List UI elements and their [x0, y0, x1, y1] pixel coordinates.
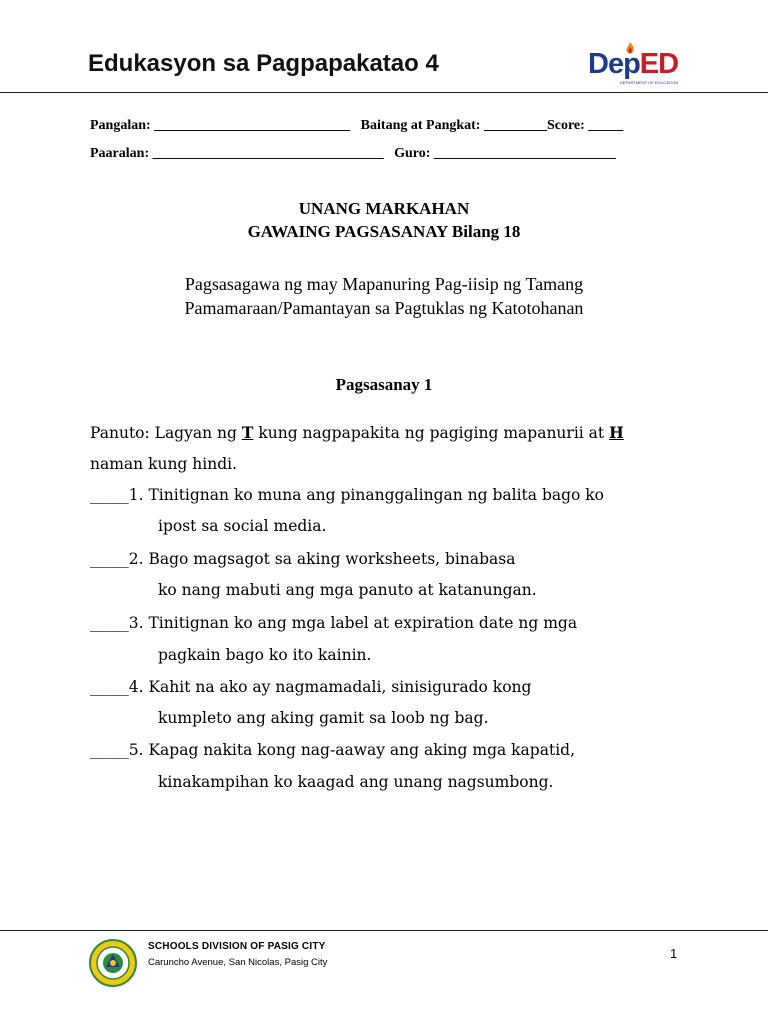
exercise-item-5: _____5. Kapag nakita kong nag-aaway ang aking mga kapatid, [90, 741, 575, 759]
exercise-item-1-cont: ipost sa social media. [158, 517, 327, 535]
lesson-subtitle-line-1: Pagsasagawa ng may Mapanuring Pag-iisip ng Tamang [184, 274, 584, 294]
instructions-line-2: naman kung hindi. [90, 455, 238, 473]
deped-logo [588, 42, 692, 92]
exercise-item-4-cont: kumpleto ang aking gamit sa loob ng bag. [158, 709, 489, 727]
lesson-subtitle-line-2: Pamamaraan/Pamantayan sa Pagtuklas ng Katotohanan [184, 298, 584, 318]
header-divider [0, 92, 768, 93]
exercise-item-3: _____3. Tinitignan ko ang mga label at expiration date ng mga [90, 614, 578, 632]
deped-wordmark: DepED [588, 48, 679, 80]
form-row-name-grade-score: Pangalan: ____________________________ Baitang at Pangkat: _________Score: _____ [90, 118, 624, 133]
quarter-heading: UNANG MARKAHAN [298, 199, 470, 218]
exercise-item-2: _____2. Bago magsagot sa aking worksheets, binabasa [90, 550, 516, 568]
activity-heading: GAWAING PAGSASANAY Bilang 18 [247, 222, 521, 241]
page-number: 1 [670, 946, 678, 961]
deped-logo-subtext: DEPARTMENT OF EDUCATION [620, 80, 679, 85]
answer-key-true: T [241, 423, 254, 442]
exercise-item-4: _____4. Kahit na ako ay nagmamadali, sinisigurado kong [90, 678, 532, 696]
exercise-item-3-cont: pagkain bago ko ito kainin. [158, 646, 372, 664]
exercise-title: Pagsasanay 1 [335, 375, 433, 394]
form-row-school-teacher: Paaralan: _________________________________ Guro: __________________________ [90, 146, 616, 161]
footer-address: Caruncho Avenue, San Nicolas, Pasig City [148, 957, 328, 968]
footer-divider [0, 930, 768, 931]
answer-key-false: H [609, 423, 624, 442]
division-seal-icon [89, 939, 137, 987]
instructions-line-1: Panuto: Lagyan ng T kung nagpapakita ng pagiging mapanurii at H [90, 423, 624, 442]
exercise-item-2-cont: ko nang mabuti ang mga panuto at katanungan. [158, 581, 537, 599]
exercise-item-5-cont: kinakampihan ko kaagad ang unang nagsumbong. [158, 773, 554, 791]
document-title: Edukasyon sa Pagpapakatao 4 [88, 50, 439, 77]
exercise-item-1: _____1. Tinitignan ko muna ang pinanggalingan ng balita bago ko [90, 486, 605, 504]
footer-division-name: SCHOOLS DIVISION OF PASIG CITY [148, 941, 326, 952]
